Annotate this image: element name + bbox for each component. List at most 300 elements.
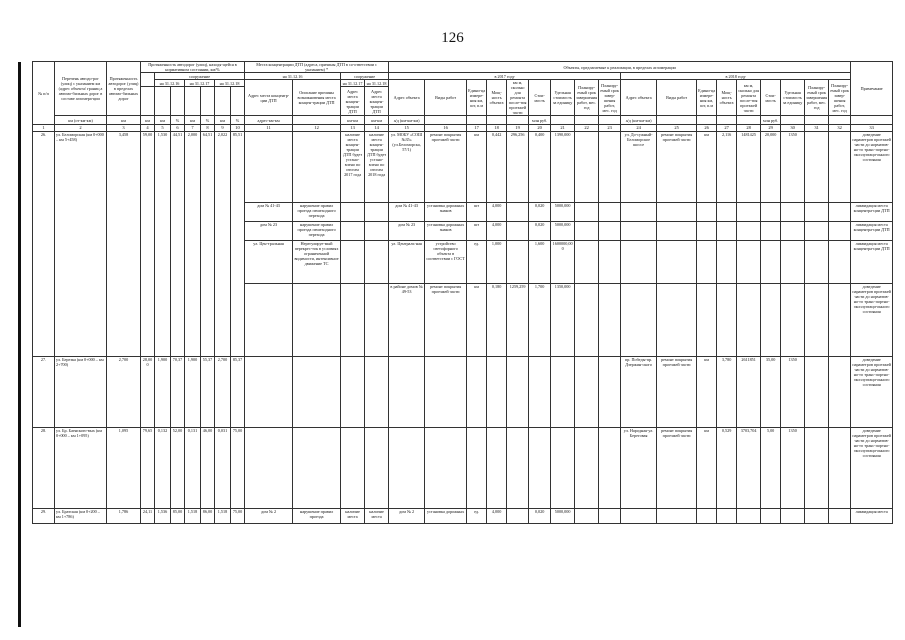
value-7: 85,51 — [231, 132, 245, 357]
object-work-type: устройство светофорного объекта в соответствии с ГОСТ — [425, 241, 467, 284]
object-address-2018: ул. До-сужный-Беломорское шоссе — [621, 132, 657, 203]
value-1: 79,65 — [141, 428, 155, 509]
dtp-2018 — [365, 203, 389, 222]
road-length: 1,786 — [107, 509, 141, 524]
value-3: 85,00 — [171, 509, 185, 524]
unit-pct-a: % — [171, 116, 185, 125]
road-name: ул. Братская (км 0+200 – км 1+786) — [55, 509, 107, 524]
road-name: ул. Бр. Баенского-вых (км 0+000 – км 1+095) — [55, 428, 107, 509]
header-obj-unit-cost-2018: Удельная стоимость за единицу — [781, 80, 805, 116]
object-cost-2018 — [761, 284, 781, 357]
header-obj-term-2018-b: Планиру-емый срок завер-шения работ, мес. год — [829, 80, 851, 116]
value-3: 52,00 — [171, 428, 185, 509]
dtp-2018 — [365, 428, 389, 509]
object-km-2018: 1481425 — [737, 132, 761, 203]
object-work-type: ремонт покрытия проезжей части — [425, 284, 467, 357]
unit-obj-cost-2018: млн руб. — [761, 116, 781, 125]
dtp-2018 — [365, 241, 389, 284]
column-number: 9 — [215, 125, 231, 132]
object-work-type: ремонт покрытия проезжей части — [425, 132, 467, 203]
column-number: 17 — [467, 125, 487, 132]
unit-dtp-address: адрес-км-км — [245, 116, 293, 125]
unit-obj-blank-4 — [507, 116, 529, 125]
header-dtp-d2: на 31.12.17 — [341, 80, 365, 87]
object-work-type: установка дорожных — [425, 509, 467, 524]
dtp-cause — [293, 284, 341, 357]
object-term-2018 — [805, 132, 829, 203]
value-1: 59,00 — [141, 132, 155, 357]
value-1: 24,11 — [141, 509, 155, 524]
value-4: 2,000 — [185, 132, 201, 357]
dtp-2018 — [365, 357, 389, 428]
object-cost-2018: 20,000 — [761, 132, 781, 203]
dtp-address — [245, 428, 293, 509]
object-km-2018 — [737, 241, 761, 284]
object-address: дом № 23 — [389, 222, 425, 241]
object-term-2018-b — [829, 509, 851, 524]
table-row — [33, 357, 893, 428]
column-number: 24 — [621, 125, 657, 132]
object-capacity-2018 — [717, 509, 737, 524]
object-term — [575, 241, 599, 284]
object-capacity-2018: 2,116 — [717, 132, 737, 203]
column-number: 18 — [487, 125, 507, 132]
dtp-cause — [293, 428, 341, 509]
column-number: 5 — [155, 125, 171, 132]
road-name: ул. Березка (км 0+000 – км 2+700) — [55, 357, 107, 428]
object-capacity: 0,442 — [487, 132, 507, 203]
object-address: дом № 2 — [389, 509, 425, 524]
header-obj-unit-cost: Удельная стоимость за единицу — [551, 80, 575, 116]
object-unit-cost — [551, 428, 575, 509]
header-obj-km: км м, сколько для ремонта после-тия проезжей части — [507, 80, 529, 116]
header-normative-blank — [141, 73, 155, 87]
dtp-cause — [293, 132, 341, 203]
object-km-2018 — [737, 509, 761, 524]
object-term-2018 — [805, 241, 829, 284]
binding-margin-line — [18, 62, 21, 627]
note: ликвидация места концентра-ции ДТП — [851, 222, 893, 241]
column-number: 1 — [33, 125, 55, 132]
dtp-address — [245, 132, 293, 203]
unit-obj-address: а/д (км-км-км) — [389, 116, 425, 125]
object-unit-2018: км — [697, 357, 717, 428]
unit-obj-blank-13 — [805, 116, 829, 125]
header-dtp-addr-2018: Адрес места концен-трации ДТП — [365, 87, 389, 116]
value-4: 0,131 — [185, 428, 201, 509]
object-address: в районе домов № 49-53 — [389, 284, 425, 357]
column-number: 21 — [551, 125, 575, 132]
row-number: 28. — [33, 428, 55, 509]
object-unit-cost: 5000,000 — [551, 222, 575, 241]
object-unit: км — [467, 132, 487, 203]
object-unit: км — [467, 284, 487, 357]
object-cost: 0,400 — [529, 132, 551, 203]
road-length: 1,095 — [107, 428, 141, 509]
object-term-b — [599, 284, 621, 357]
object-unit-cost-2018: 1350 — [781, 357, 805, 428]
unit-obj-blank-11 — [737, 116, 761, 125]
object-unit-cost: 1350,000 — [551, 284, 575, 357]
header-obj-unit-2018: Едини-ца измере-ния км, шт, п.м — [697, 80, 717, 116]
header-obj-term: Планиру-емый срок завершения работ, мес. год — [575, 80, 599, 116]
object-work-type-2018 — [657, 509, 697, 524]
table-row — [33, 428, 893, 509]
header-dtp-address: Адрес места концентр-ции ДТП — [245, 80, 293, 116]
object-term-b — [599, 357, 621, 428]
column-number: 11 — [245, 125, 293, 132]
row-number: 27. — [33, 357, 55, 428]
object-address-2018 — [621, 284, 657, 357]
dtp-2018: наличие места концен-трации ДТП будет устано-влено по итогам 2018 года — [365, 132, 389, 203]
object-capacity-2018 — [717, 284, 737, 357]
object-unit-cost: 5000,000 — [551, 509, 575, 524]
object-term-2018-b — [829, 203, 851, 222]
object-address — [389, 357, 425, 428]
object-km-2018: 2611851 — [737, 357, 761, 428]
dtp-2018 — [365, 222, 389, 241]
column-number: 22 — [575, 125, 599, 132]
object-km-2018 — [737, 284, 761, 357]
unit-dtp-kmkm-a: км-км — [341, 116, 365, 125]
object-term-2018-b — [829, 132, 851, 203]
note: ликвидация места концентра-ции ДТП — [851, 241, 893, 284]
column-number: 8 — [201, 125, 215, 132]
object-km: 296,256 — [507, 132, 529, 203]
unit-length: км — [107, 116, 141, 125]
column-number: 14 — [365, 125, 389, 132]
object-term-2018-b — [829, 357, 851, 428]
header-obj-capacity-2018: Мощ-ность объекта — [717, 80, 737, 116]
dtp-2017: наличие места концен-трации ДТП будет устано-влено по итогам 2017 года — [341, 132, 365, 203]
value-2: 1,900 — [155, 357, 171, 428]
header-year-2018: в 2018 году — [621, 73, 851, 80]
unit-km-d: км — [215, 116, 231, 125]
column-number: 3 — [107, 125, 141, 132]
object-capacity — [487, 428, 507, 509]
object-unit-2018 — [697, 241, 717, 284]
value-2: 1,536 — [155, 509, 171, 524]
object-cost: 1,600 — [529, 241, 551, 284]
value-3: 44,51 — [171, 132, 185, 357]
object-km: 1259,259 — [507, 284, 529, 357]
header-number: № п/п — [33, 62, 55, 125]
column-number: 10 — [231, 125, 245, 132]
column-number: 2 — [55, 125, 107, 132]
object-address-2018 — [621, 203, 657, 222]
object-term — [575, 222, 599, 241]
object-capacity-2018 — [717, 241, 737, 284]
object-cost: 1,700 — [529, 284, 551, 357]
object-unit-2018 — [697, 203, 717, 222]
object-address-2018: ул. Народная-ул. Береговая — [621, 428, 657, 509]
object-term-2018 — [805, 284, 829, 357]
dtp-address — [245, 284, 293, 357]
header-obj-cost-2018: Стои-мость — [761, 80, 781, 116]
header-road-list: Перечень автодо-рог (улиц) с указанием км (адрес объекта/ границ а автомо-бильных дорог в составе агломера-ции — [55, 62, 107, 116]
object-work-type — [425, 428, 467, 509]
register-table-wrapper — [32, 61, 890, 524]
table-row — [33, 509, 893, 524]
object-term-2018-b — [829, 241, 851, 284]
dtp-address — [245, 357, 293, 428]
object-term-b — [599, 203, 621, 222]
object-unit: шт — [467, 203, 487, 222]
row-number: 29. — [33, 509, 55, 524]
object-term — [575, 132, 599, 203]
object-work-type-2018 — [657, 203, 697, 222]
unit-obj-blank-5 — [551, 116, 575, 125]
unit-obj-blank-9 — [697, 116, 717, 125]
object-unit-2018 — [697, 509, 717, 524]
object-cost: 0,020 — [529, 203, 551, 222]
object-address-2018 — [621, 222, 657, 241]
dtp-2017: наличие места — [341, 509, 365, 524]
column-number: 28 — [737, 125, 761, 132]
object-cost-2018 — [761, 241, 781, 284]
dtp-2018 — [365, 284, 389, 357]
object-unit-2018: км — [697, 132, 717, 203]
header-obj-term-2018: Планиру-емый срок завершения работ, мес. год — [805, 80, 829, 116]
object-unit-cost: 1600000,000 — [551, 241, 575, 284]
unit-pct-b: % — [201, 116, 215, 125]
object-work-type-2018: ремонт покрытия проезжей части — [657, 428, 697, 509]
header-obj-term-b: Планиру-емый срок завер-шения работ, мес. год — [599, 80, 621, 116]
unit-km-c: км — [185, 116, 201, 125]
header-blank-3 — [171, 87, 185, 116]
object-unit-2018 — [697, 284, 717, 357]
value-6: 1,518 — [215, 509, 231, 524]
value-2: 1,530 — [155, 132, 171, 357]
object-km — [507, 203, 529, 222]
column-number: 25 — [657, 125, 697, 132]
object-capacity — [487, 357, 507, 428]
unit-obj-blank-10 — [717, 116, 737, 125]
column-number-row — [33, 125, 893, 132]
header-dtp-addr-2017: Адрес места концен-трации ДТП — [341, 87, 365, 116]
road-length: 3,458 — [107, 132, 141, 357]
column-number: 13 — [341, 125, 365, 132]
column-number: 7 — [185, 125, 201, 132]
value-4: 1,900 — [185, 357, 201, 428]
object-term — [575, 357, 599, 428]
unit-road: км (от-км-км) — [55, 116, 107, 125]
note: доведение параметров проезжей части до норматив-но-го транс-портно-эксплуатаци-онного состояния — [851, 132, 893, 203]
header-dtp-d3: на 31.12.18 — [365, 80, 389, 87]
header-obj-type-2018: Виды работ — [657, 80, 697, 116]
object-term — [575, 203, 599, 222]
object-cost-2018: 5,00 — [761, 428, 781, 509]
unit-obj-blank-12 — [781, 116, 805, 125]
column-number: 26 — [697, 125, 717, 132]
value-5: 86,00 — [201, 509, 215, 524]
object-work-type: установка дорожных знаков — [425, 222, 467, 241]
note: доведение параметров проезжей части до норматив-но-го транс-портно-эксплуатаци-онного состояния — [851, 357, 893, 428]
object-capacity: 1,000 — [487, 241, 507, 284]
unit-note — [851, 116, 893, 125]
unit-obj-blank-2 — [467, 116, 487, 125]
dtp-2017 — [341, 203, 365, 222]
object-term-2018-b — [829, 222, 851, 241]
header-note: Примечание — [851, 62, 893, 116]
dtp-2017 — [341, 241, 365, 284]
object-address — [389, 428, 425, 509]
header-year-2017: в 2017 году — [389, 73, 621, 80]
object-term-b — [599, 241, 621, 284]
object-work-type: установка дорожных знаков — [425, 203, 467, 222]
road-name: ул. Беломорская (км 0+000 – км 5+458) — [55, 132, 107, 357]
dtp-address: ул. Цен-тральная — [245, 241, 293, 284]
header-obj-cost: Стои-мость — [529, 80, 551, 116]
object-unit: шт — [467, 222, 487, 241]
unit-dtp-cause — [293, 116, 341, 125]
header-obj-address: Адрес объекта — [389, 80, 425, 116]
dtp-address: дом № 41-43 — [245, 203, 293, 222]
object-term-b — [599, 428, 621, 509]
unit-obj-blank-3 — [487, 116, 507, 125]
object-capacity-2018: 3,780 — [717, 357, 737, 428]
value-6: 2,700 — [215, 357, 231, 428]
value-5: 64,51 — [201, 132, 215, 357]
object-work-type-2018 — [657, 284, 697, 357]
header-blank-2 — [155, 87, 171, 116]
header-objects: Объекты, предлагаемые к реализации, в пределах агломерации — [389, 62, 851, 73]
object-term-b — [599, 509, 621, 524]
value-6: 2,022 — [215, 132, 231, 357]
object-term-2018 — [805, 428, 829, 509]
header-dtp-d1: на 31.12.16 — [245, 73, 341, 80]
header-obj-address-2018: Адрес объекта — [621, 80, 657, 116]
header-obj-unit: Едини-ца измере-ния км, шт, п.м — [467, 80, 487, 116]
object-unit-cost-2018 — [781, 203, 805, 222]
dtp-2017 — [341, 284, 365, 357]
header-normative-sub: сооружение — [155, 73, 245, 80]
object-unit-cost — [551, 357, 575, 428]
object-capacity: 4,000 — [487, 222, 507, 241]
header-blank-4 — [185, 87, 201, 116]
value-7: 75,00 — [231, 509, 245, 524]
object-capacity-2018 — [717, 203, 737, 222]
dtp-2017 — [341, 222, 365, 241]
object-unit-cost: 1390,000 — [551, 132, 575, 203]
column-number: 33 — [851, 125, 893, 132]
page-number: 126 — [441, 30, 464, 46]
object-address-2018: пр. Победы-пр. Дзержин-ского — [621, 357, 657, 428]
header-dtp-places: Места концентрации ДТП (адреса, причины ДТП в со-ответствии с указанием) * — [245, 62, 389, 73]
header-normative-d3: на 31.12.18 — [215, 80, 245, 87]
dtp-cause: Нерегулируе-мый перекрес-ток в условиях ограниченной видимости, интенсивное движение ТС — [293, 241, 341, 284]
table-row — [33, 132, 893, 203]
object-cost — [529, 428, 551, 509]
object-work-type-2018 — [657, 222, 697, 241]
object-km-2018: 3703,704 — [737, 428, 761, 509]
object-work-type-2018: ремонт покрытия проезжей части — [657, 357, 697, 428]
column-number: 4 — [141, 125, 155, 132]
object-term-b — [599, 132, 621, 203]
object-cost: 0,020 — [529, 222, 551, 241]
object-capacity-2018 — [717, 222, 737, 241]
object-term-2018 — [805, 222, 829, 241]
object-term-2018 — [805, 357, 829, 428]
object-term-b — [599, 222, 621, 241]
header-blank-1 — [141, 87, 155, 116]
value-5: 55,37 — [201, 357, 215, 428]
note: доведение параметров проезжей части до норматив-но-го транс-портно-эксплуатаци-онного состояния — [851, 428, 893, 509]
object-unit-2018 — [697, 222, 717, 241]
object-cost — [529, 357, 551, 428]
unit-obj-blank-8 — [657, 116, 697, 125]
unit-obj-blank-14 — [829, 116, 851, 125]
unit-dtp-kmkm-b: км-км — [365, 116, 389, 125]
object-capacity-2018: 0,529 — [717, 428, 737, 509]
header-obj-capacity: Мощ-ность объекта — [487, 80, 507, 116]
object-address: ул. Централь-ная — [389, 241, 425, 284]
value-3: 70,37 — [171, 357, 185, 428]
column-number: 6 — [171, 125, 185, 132]
dtp-cause — [293, 357, 341, 428]
object-km — [507, 222, 529, 241]
object-km — [507, 357, 529, 428]
object-cost: 0,020 — [529, 509, 551, 524]
object-unit-cost-2018 — [781, 222, 805, 241]
unit-km-a: км — [141, 116, 155, 125]
register-table — [32, 61, 893, 524]
header-blank-7 — [231, 87, 245, 116]
column-number: 16 — [425, 125, 467, 132]
object-term-2018 — [805, 203, 829, 222]
object-work-type — [425, 357, 467, 428]
object-address-2018 — [621, 241, 657, 284]
unit-km-b: км — [155, 116, 171, 125]
header-obj-type: Виды работ — [425, 80, 467, 116]
unit-obj-address-2018: а/д (км-км-км) — [621, 116, 657, 125]
road-length: 2,700 — [107, 357, 141, 428]
unit-obj-blank-1 — [425, 116, 467, 125]
value-4: 1,518 — [185, 509, 201, 524]
column-number: 19 — [507, 125, 529, 132]
unit-obj-blank-6 — [575, 116, 599, 125]
dtp-cause: нарушение правил проезда пешеходного перехода — [293, 222, 341, 241]
object-capacity: 4,000 — [487, 203, 507, 222]
object-unit — [467, 357, 487, 428]
object-term-2018-b — [829, 284, 851, 357]
object-capacity: 4,000 — [487, 509, 507, 524]
object-cost-2018 — [761, 509, 781, 524]
unit-obj-cost: млн руб. — [529, 116, 551, 125]
unit-pct-c: % — [231, 116, 245, 125]
object-unit: ед. — [467, 241, 487, 284]
object-address: ул. МОБУ «СОШ №35» (ул.Беломорска, 57/1) — [389, 132, 425, 203]
object-km — [507, 509, 529, 524]
column-number: 12 — [293, 125, 341, 132]
value-2: 0,132 — [155, 428, 171, 509]
dtp-cause: нарушение правил проезда пешеходного перехода — [293, 203, 341, 222]
object-term — [575, 284, 599, 357]
column-number: 31 — [805, 125, 829, 132]
header-normative-d1: на 31.12.16 — [155, 80, 185, 87]
object-km — [507, 428, 529, 509]
object-address: дом № 41-43 — [389, 203, 425, 222]
unit-obj-blank-7 — [599, 116, 621, 125]
dtp-address: дом № 23 — [245, 222, 293, 241]
column-number: 32 — [829, 125, 851, 132]
object-work-type-2018: ремонт покрытия проезжей части — [657, 132, 697, 203]
object-km — [507, 241, 529, 284]
value-7: 85,37 — [231, 357, 245, 428]
object-cost-2018: 35,00 — [761, 357, 781, 428]
column-number: 15 — [389, 125, 425, 132]
object-km-2018 — [737, 222, 761, 241]
